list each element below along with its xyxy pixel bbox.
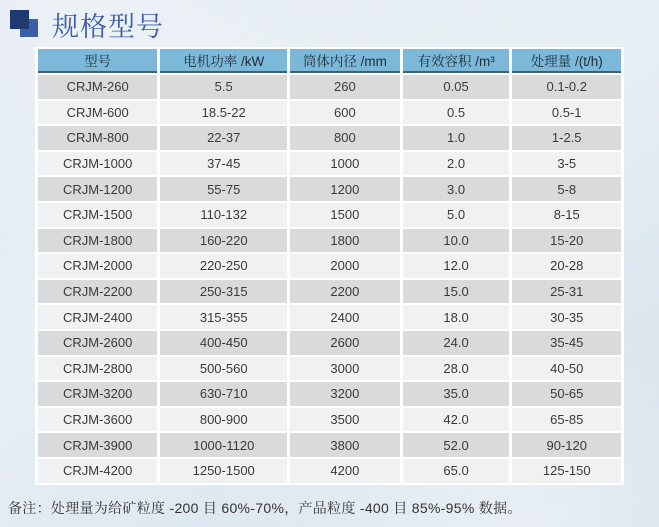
table-cell: 3.0	[403, 177, 510, 201]
table-cell: 37-45	[160, 152, 287, 176]
table-cell: 10.0	[403, 229, 510, 253]
table-cell: 1250-1500	[160, 459, 287, 483]
table-cell: 90-120	[512, 433, 621, 457]
table-cell: 600	[290, 101, 400, 125]
table-cell: CRJM-3900	[38, 433, 157, 457]
table-cell: CRJM-800	[38, 126, 157, 150]
table-cell: 630-710	[160, 382, 287, 406]
table-row	[38, 459, 621, 483]
table-cell: CRJM-2000	[38, 254, 157, 278]
table-cell: 52.0	[403, 433, 510, 457]
table-cell: 40-50	[512, 357, 621, 381]
table-cell: 0.1-0.2	[512, 75, 621, 99]
table-cell: 28.0	[403, 357, 510, 381]
table-cell: 3000	[290, 357, 400, 381]
table-cell: 5.5	[160, 75, 287, 99]
table-cell: 125-150	[512, 459, 621, 483]
table-cell: 22-37	[160, 126, 287, 150]
table-cell: 65-85	[512, 408, 621, 432]
spec-table	[35, 47, 624, 485]
table-cell: 3200	[290, 382, 400, 406]
table-cell: CRJM-260	[38, 75, 157, 99]
table-cell: 0.5-1	[512, 101, 621, 125]
table-cell: 35-45	[512, 331, 621, 355]
table-row	[38, 203, 621, 227]
table-cell: 160-220	[160, 229, 287, 253]
table-cell: 42.0	[403, 408, 510, 432]
table-cell: 5.0	[403, 203, 510, 227]
table-row	[38, 408, 621, 432]
table-cell: 3500	[290, 408, 400, 432]
table-cell: 12.0	[403, 254, 510, 278]
table-row	[38, 152, 621, 176]
table-header-cell: 型号	[38, 49, 157, 73]
table-cell: 24.0	[403, 331, 510, 355]
table-cell: 250-315	[160, 280, 287, 304]
table-cell: 18.0	[403, 305, 510, 329]
table-row	[38, 433, 621, 457]
table-cell: 65.0	[403, 459, 510, 483]
table-cell: 260	[290, 75, 400, 99]
table-row	[38, 331, 621, 355]
table-cell: 4200	[290, 459, 400, 483]
table-header-cell: 电机功率 /kW	[160, 49, 287, 73]
table-cell: 0.05	[403, 75, 510, 99]
table-cell: CRJM-3200	[38, 382, 157, 406]
table-cell: CRJM-2200	[38, 280, 157, 304]
table-cell: 315-355	[160, 305, 287, 329]
table-cell: 1000	[290, 152, 400, 176]
table-row	[38, 280, 621, 304]
table-cell: 20-28	[512, 254, 621, 278]
table-cell: CRJM-2400	[38, 305, 157, 329]
table-row	[38, 229, 621, 253]
table-cell: 1.0	[403, 126, 510, 150]
table-cell: CRJM-3600	[38, 408, 157, 432]
table-cell: 400-450	[160, 331, 287, 355]
table-cell: CRJM-1000	[38, 152, 157, 176]
table-cell: 2400	[290, 305, 400, 329]
table-cell: 8-15	[512, 203, 621, 227]
table-row	[38, 177, 621, 201]
spec-table-container	[35, 47, 624, 485]
table-cell: CRJM-1200	[38, 177, 157, 201]
table-cell: 25-31	[512, 280, 621, 304]
table-header-cell: 处理量 /(t/h)	[512, 49, 621, 73]
page-title: 规格型号	[52, 12, 164, 42]
table-cell: 15.0	[403, 280, 510, 304]
table-cell: 3-5	[512, 152, 621, 176]
table-row	[38, 357, 621, 381]
table-cell: 50-65	[512, 382, 621, 406]
table-row	[38, 382, 621, 406]
table-cell: 0.5	[403, 101, 510, 125]
table-cell: CRJM-1500	[38, 203, 157, 227]
table-cell: 800	[290, 126, 400, 150]
table-cell: CRJM-2600	[38, 331, 157, 355]
table-cell: 1-2.5	[512, 126, 621, 150]
table-cell: CRJM-2800	[38, 357, 157, 381]
table-cell: 800-900	[160, 408, 287, 432]
table-cell: 1000-1120	[160, 433, 287, 457]
table-header-row	[38, 49, 621, 73]
table-row	[38, 126, 621, 150]
table-header-cell: 筒体内径 /mm	[290, 49, 400, 73]
table-cell: 35.0	[403, 382, 510, 406]
table-cell: 2200	[290, 280, 400, 304]
icon-square-dark	[10, 10, 29, 29]
table-cell: 2600	[290, 331, 400, 355]
table-cell: 30-35	[512, 305, 621, 329]
table-cell: CRJM-1800	[38, 229, 157, 253]
footer-note: 备注：处理量为给矿粒度 -200 目 60%-70%，产品粒度 -400 目 85%-95% 数据。	[8, 500, 522, 516]
table-cell: 18.5-22	[160, 101, 287, 125]
table-cell: 1200	[290, 177, 400, 201]
table-cell: 110-132	[160, 203, 287, 227]
table-row	[38, 75, 621, 99]
table-cell: 15-20	[512, 229, 621, 253]
table-cell: 1500	[290, 203, 400, 227]
overlapping-squares-icon	[10, 9, 40, 41]
table-header-cell: 有效容积 /m³	[403, 49, 510, 73]
table-cell: 3800	[290, 433, 400, 457]
table-row	[38, 254, 621, 278]
table-cell: CRJM-4200	[38, 459, 157, 483]
table-row	[38, 101, 621, 125]
table-cell: CRJM-600	[38, 101, 157, 125]
section-title-bar	[10, 5, 164, 44]
table-cell: 2000	[290, 254, 400, 278]
table-cell: 2.0	[403, 152, 510, 176]
table-cell: 55-75	[160, 177, 287, 201]
table-cell: 1800	[290, 229, 400, 253]
table-cell: 5-8	[512, 177, 621, 201]
table-cell: 220-250	[160, 254, 287, 278]
table-row	[38, 305, 621, 329]
table-cell: 500-560	[160, 357, 287, 381]
